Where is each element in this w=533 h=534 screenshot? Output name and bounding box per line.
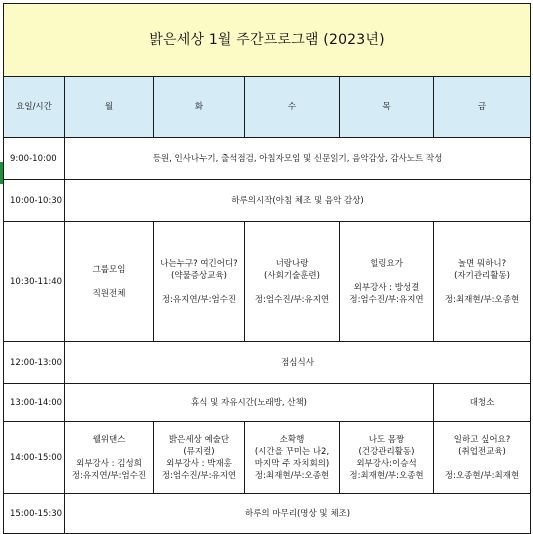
time-cell: 15:00-15:30 xyxy=(4,494,65,534)
staff-text: 정:엄수진/부:유지연 xyxy=(349,294,424,305)
header-fri: 금 xyxy=(434,77,531,138)
program-name: 놀면 뭐하니? xyxy=(457,258,507,269)
program-name: 나도 몸짱 xyxy=(368,434,405,445)
instructor-text: 외부강사 : 박재홍 xyxy=(166,458,232,469)
staff-text: 정:엄수진/부:유지연 xyxy=(254,294,330,305)
program-name: 힐링요가 xyxy=(370,258,403,269)
staff-text: 정:오종현/부:최재현 xyxy=(444,470,520,481)
time-cell: 14:00-15:00 xyxy=(4,422,65,494)
table-row xyxy=(4,494,531,534)
staff-text: 정:유지연/부:엄수진 xyxy=(161,294,237,305)
instructor-text: 외부강사:이승석 xyxy=(356,458,417,469)
time-cell: 9:00-10:00 xyxy=(4,138,65,180)
schedule-table xyxy=(3,3,531,534)
program-name: 너랑나랑 xyxy=(275,258,309,269)
activity-cell-wed xyxy=(245,222,340,342)
instructor-text: 외부강사 : 방성결 xyxy=(353,282,420,293)
program-name: 웰위댄스 xyxy=(92,434,126,445)
activity-cell-thu xyxy=(340,222,434,342)
table-row xyxy=(4,138,531,180)
activity-cell-wed xyxy=(245,422,340,494)
activity-cell: 휴식 및 자유시간(노래방, 산책) xyxy=(65,384,434,422)
table-row xyxy=(4,384,531,422)
header-thu: 목 xyxy=(340,77,434,138)
activity-cell-tue xyxy=(154,422,245,494)
staff-text: 정:엄수진/부:유지연 xyxy=(161,470,237,481)
activity-cell: 하루의 마무리(명상 및 체조) xyxy=(65,494,531,534)
program-name: 나는누구? 여긴어디? xyxy=(160,258,238,269)
program-subtitle: (뮤지컬) xyxy=(183,446,215,457)
program-subtitle: (취업전교육) xyxy=(458,446,506,457)
program-subtitle: (사회기술훈련) xyxy=(264,270,320,281)
header-time: 요일/시간 xyxy=(4,77,65,138)
instructor-text: 외부강사 : 김성희 xyxy=(76,458,142,469)
program-subtitle: (약물증상교육) xyxy=(171,270,227,281)
activity-cell-mon xyxy=(65,222,154,342)
time-cell: 13:00-14:00 xyxy=(4,384,65,422)
program-subtitle: (건강관리활동) xyxy=(358,446,415,457)
activity-cell-fri xyxy=(434,222,531,342)
program-name: 일하고 싶어요? xyxy=(453,434,511,445)
activity-cell-thu xyxy=(340,422,434,494)
page-title: 밝은세상 1월 주간프로그램 (2023년) xyxy=(4,4,531,77)
program-subtitle: 마지막 주 자치회의) xyxy=(254,458,330,469)
table-row xyxy=(4,180,531,222)
header-row xyxy=(4,77,531,138)
time-cell: 10:00-10:30 xyxy=(4,180,65,222)
table-row xyxy=(4,222,531,342)
staff-text: 정:유지연/부:엄수진 xyxy=(71,470,147,481)
program-name: 그룹모임 xyxy=(92,264,126,275)
staff-text: 정:최재현/부:오종현 xyxy=(254,470,330,481)
program-subtitle: (시간을 꾸미는 나2, xyxy=(254,446,330,457)
program-subtitle: (자기관리활동) xyxy=(454,270,510,281)
activity-cell-fri: 대청소 xyxy=(434,384,531,422)
program-name: 소확행 xyxy=(279,434,305,445)
time-cell: 12:00-13:00 xyxy=(4,342,65,384)
header-wed: 수 xyxy=(245,77,340,138)
activity-cell: 등원, 인사나누기, 출석점검, 아침자모임 및 신문읽기, 음악감상, 감사노트 작성 xyxy=(65,138,531,180)
staff-text: 정:최재현/부:오종현 xyxy=(349,470,424,481)
table-row xyxy=(4,422,531,494)
header-tue: 화 xyxy=(154,77,245,138)
activity-cell-fri xyxy=(434,422,531,494)
header-mon: 월 xyxy=(65,77,154,138)
activity-cell: 점심식사 xyxy=(65,342,531,384)
table-row xyxy=(4,342,531,384)
time-cell: 10:30-11:40 xyxy=(4,222,65,342)
staff-text: 직원전체 xyxy=(92,288,126,299)
program-name: 밝은세상 예술단 xyxy=(168,434,230,445)
staff-text: 정:최재현/부:오종현 xyxy=(444,294,520,305)
activity-cell-tue xyxy=(154,222,245,342)
activity-cell-mon xyxy=(65,422,154,494)
activity-cell: 하루의시작(아침 체조 및 음악 감상) xyxy=(65,180,531,222)
